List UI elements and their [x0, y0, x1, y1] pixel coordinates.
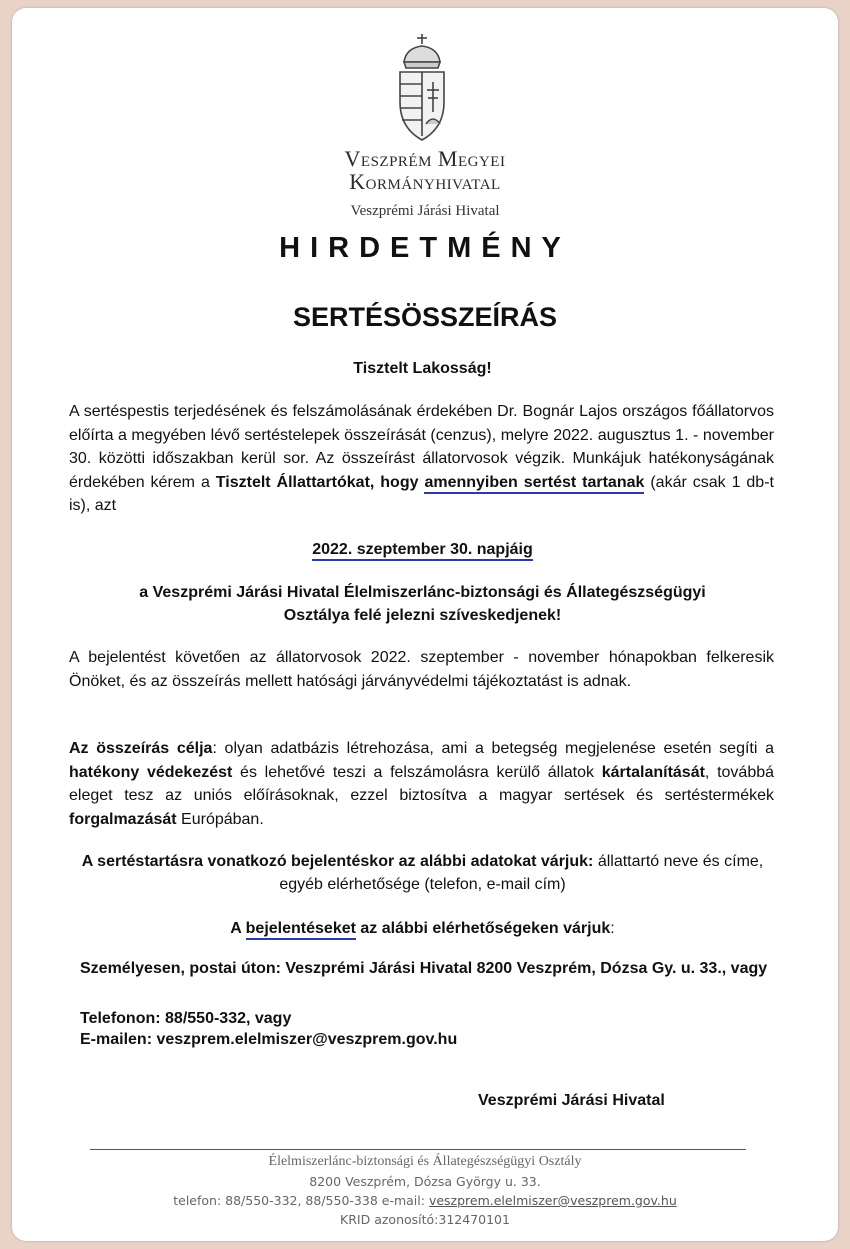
purpose-text-1: : olyan adatbázis létrehozása, ami a betegség megjelenése esetén segíti a [212, 740, 774, 757]
purpose-text-4: Európában. [176, 810, 264, 828]
contact-in-person: Személyesen, postai úton: Veszprémi Járási Hivatal 8200 Veszprém, Dózsa Gy. u. 33., vagy [80, 960, 768, 977]
office-name-line1: Veszprém Megyei [344, 146, 506, 171]
intro-bold-underlined: amennyiben sertést tartanak [424, 474, 644, 494]
purpose-text-3: , továbbá eleget tesz az uniós előírásoknak, ezzel biztosítva a magyar sertések és sertéstermékek [69, 763, 775, 804]
required-data [60, 850, 785, 896]
coat-of-arms-icon [394, 32, 450, 144]
department-name: Veszprémi Járási Hivatal [350, 203, 500, 219]
contact-phone: Telefonon: 88/550-332, vagy [80, 1010, 292, 1027]
footer-krid: KRID azonosító:312470101 [340, 1212, 510, 1227]
required-data-text: állattartó neve és címe, egyéb elérhetősége (telefon, e-mail cím) [279, 853, 764, 893]
purpose-bold-3: kártalanítását [601, 763, 705, 781]
intro-bold-1: Tisztelt Állattartókat, hogy [215, 473, 425, 491]
contact-email: E-mailen: veszprem.elelmiszer@veszprem.gov.hu [80, 1031, 458, 1048]
purpose-bold-1: Az összeírás célja [69, 740, 213, 757]
contacts-heading-underlined: bejelentéseket [246, 920, 356, 940]
footer-department: Élelmiszerlánc-biztonsági és Állategészségügyi Osztály [268, 1154, 582, 1169]
document-type-heading: HIRDETMÉNY [279, 232, 571, 264]
intro-text-1: A sertéspestis terjedésének és felszámolásának érdekében Dr. Bognár Lajos országos főállatorvos előírta a megyében lévő sertéstelepek összeírását (cenzus), melyre 2022. augusztus 1. - november 30. közötti időszakban kerül sor. Az összeírást állatorvosok végzik. Munkájuk hatékonyságának érdekében kérem a [69, 403, 774, 491]
purpose-bold-2: hatékony védekezést [69, 763, 233, 781]
contacts-heading-colon: : [610, 920, 615, 937]
intro-paragraph [69, 400, 774, 518]
report-to-line2: Osztálya felé jelezni szíveskedjenek! [283, 607, 562, 624]
contacts-heading [60, 917, 785, 940]
footer-divider [90, 1149, 746, 1150]
contacts-heading-rest: az alábbi elérhetőségeken várjuk [355, 920, 611, 937]
deadline-line [60, 538, 785, 561]
page-title: SERTÉSÖSSZEÍRÁS [292, 302, 558, 332]
purpose-text-2: és lehetővé teszi a felszámolásra kerülő állatok [232, 763, 602, 781]
footer-email-link[interactable]: veszprem.elelmiszer@veszprem.gov.hu [428, 1193, 677, 1208]
footer-address: 8200 Veszprém, Dózsa György u. 33. [309, 1174, 541, 1189]
contacts-heading-prefix: A [230, 920, 246, 937]
report-to-line1: a Veszprémi Járási Hivatal Élelmiszerlánc-biztonsági és Állategészségügyi [139, 584, 706, 601]
purpose-paragraph [69, 737, 774, 831]
deadline: 2022. szeptember 30. napjáig [312, 541, 533, 561]
purpose-bold-4: forgalmazását [69, 810, 177, 828]
signature: Veszprémi Járási Hivatal [478, 1092, 665, 1109]
footer-contact [0, 1191, 850, 1210]
office-name-line2: Kormányhivatal [349, 169, 501, 194]
greeting: Tisztelt Lakosság! [353, 360, 492, 377]
intro-text-2: (akár csak 1 db-t is), azt [69, 473, 774, 514]
footer-phone: telefon: 88/550-332, 88/550-338 e-mail: [173, 1193, 429, 1208]
followup-paragraph: A bejelentést követően az állatorvosok 2022. szeptember - november hónapokban felkeresik Önöket, és az összeírás mellett hatósági járványvédelmi tájékoztatást is adnak. [69, 649, 774, 690]
required-data-bold: A sertéstartásra vonatkozó bejelentéskor az alábbi adatokat várjuk: [81, 853, 594, 870]
